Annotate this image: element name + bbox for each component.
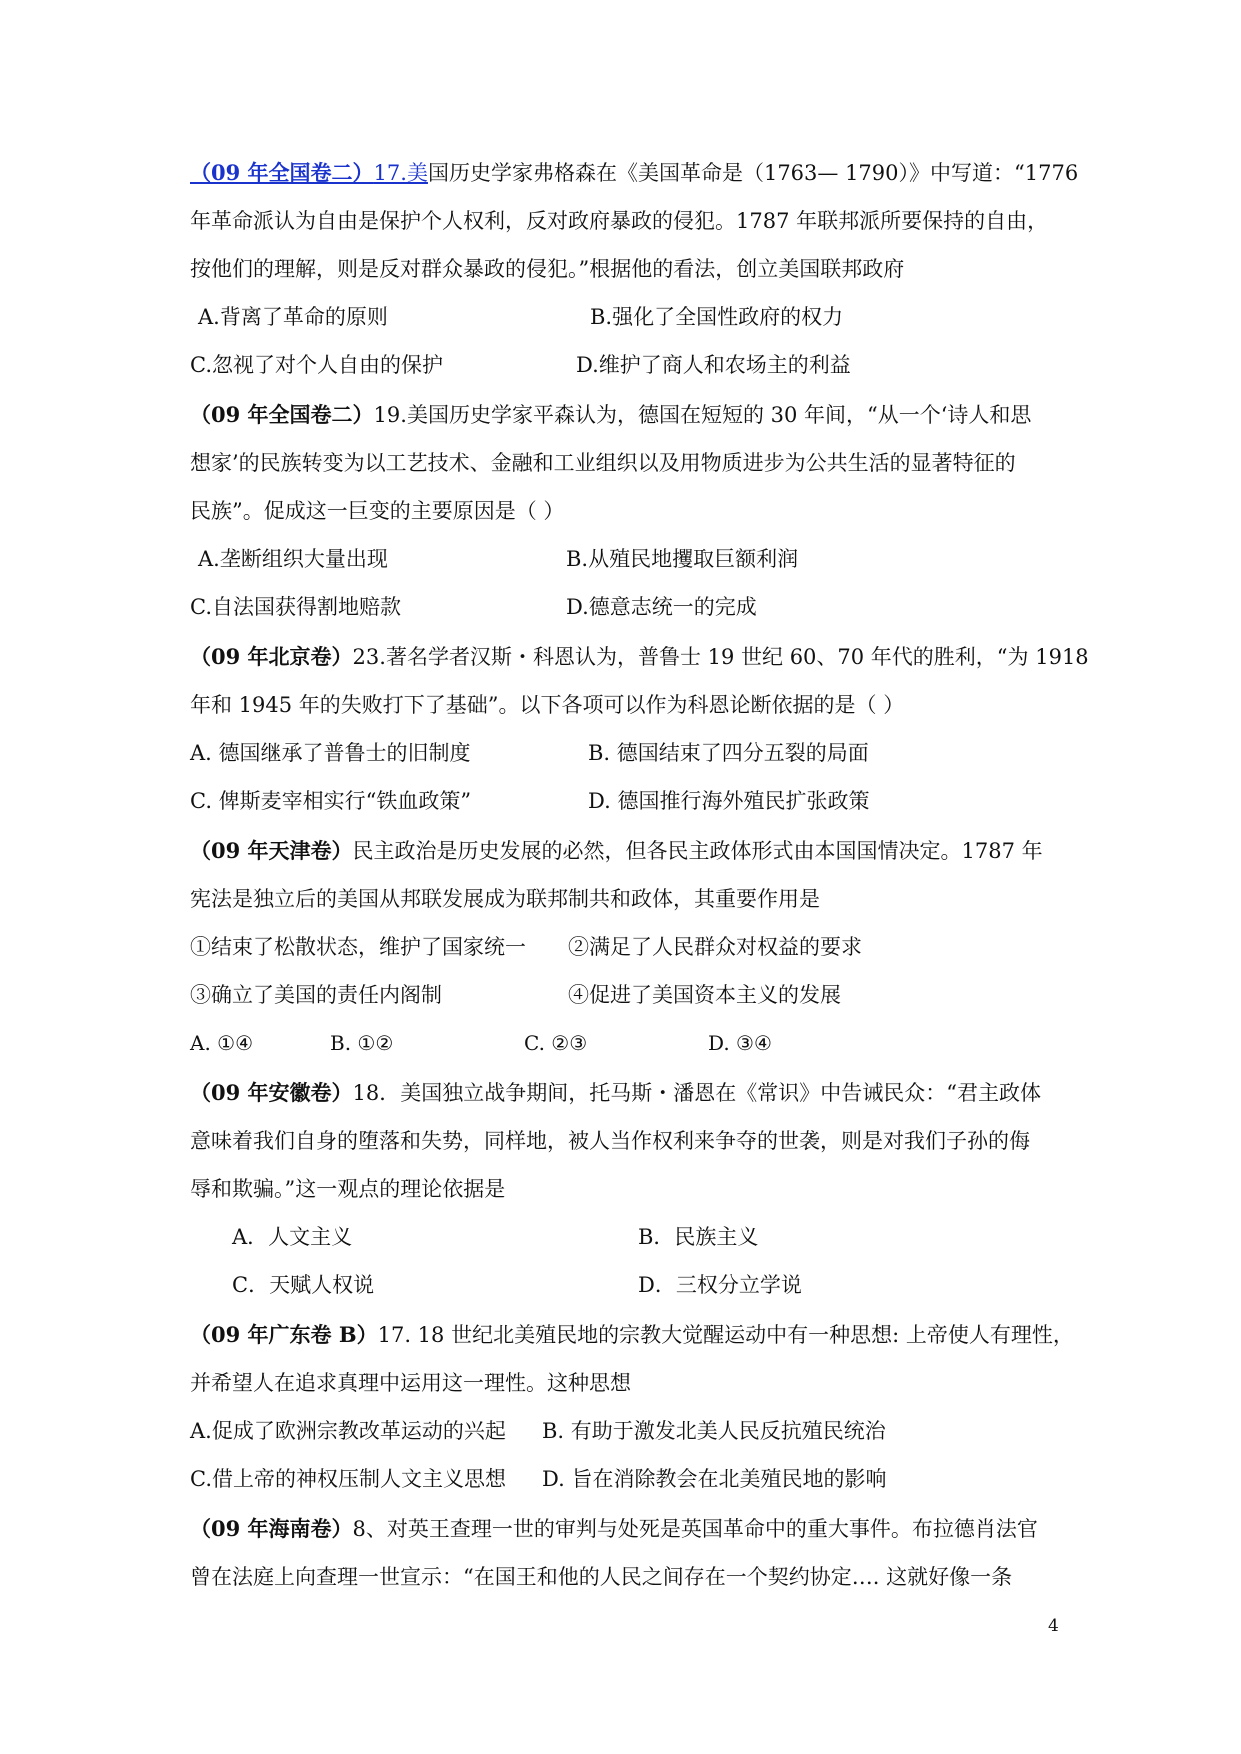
q4-option-d: D. ③④ [708,1031,772,1055]
q5-line-2: 意味着我们自身的堕落和失势，同样地，被人当作权利来争夺的世袭，则是对我们子孙的侮 [190,1129,1030,1153]
q1-line-2: 年革命派认为自由是保护个人权利，反对政府暴政的侵犯。1787 年联邦派所要保持的自由， [190,209,1049,233]
q5-option-a: A．人文主义 [232,1225,353,1249]
q4-item-4: ④促进了美国资本主义的发展 [568,983,841,1007]
q6-text-1: 17. 18 世纪北美殖民地的宗教大觉醒运动中有一种思想: 上帝使人有理性， [377,1323,1074,1347]
q4-line-1 [190,836,1060,866]
q3-option-a: A. 德国继承了普鲁士的旧制度 [190,741,471,765]
q5-text-1: 18．美国独立战争期间，托马斯・潘恩在《常识》中告诫民众：“君主政体 [352,1081,1042,1105]
q3-source: （09 年北京卷） [190,644,353,669]
q5-line-1 [190,1078,1060,1108]
q7-source: （09 年海南卷） [190,1516,353,1541]
q7-line-1 [190,1514,1060,1544]
q2-line-1 [190,400,1060,430]
q3-line-2: 年和 1945 年的失败打下了基础”。以下各项可以作为科恩论断依据的是（ ） [190,693,905,717]
q2-text-1: 19.美国历史学家平森认为，德国在短短的 30 年间，“从一个‘诗人和思 [373,403,1032,427]
q1-option-a: A.背离了革命的原则 [198,305,388,329]
q2-source: （09 年全国卷二） [190,402,374,427]
q1-text-1: 国历史学家弗格森在《美国革命是（1763— 1790）》中写道：“1776 [427,161,1079,185]
q2-option-a: A.垄断组织大量出现 [198,547,388,571]
q1-option-c: C.忽视了对个人自由的保护 [190,353,443,377]
q4-item-2: ②满足了人民群众对权益的要求 [568,935,862,959]
q5-source: （09 年安徽卷） [190,1080,353,1105]
q4-option-b: B. ①② [330,1031,394,1055]
q6-option-d: D. 旨在消除教会在北美殖民地的影响 [542,1467,887,1491]
q4-source: （09 年天津卷） [190,838,353,863]
q4-line-2: 宪法是独立后的美国从邦联发展成为联邦制共和政体，其重要作用是 [190,887,820,911]
q6-source: （09 年广东卷 B） [190,1322,378,1347]
q3-option-b: B. 德国结束了四分五裂的局面 [588,741,869,765]
q5-line-3: 辱和欺骗。”这一观点的理论依据是 [190,1177,506,1201]
q2-option-d: D.德意志统一的完成 [566,595,757,619]
q5-option-d: D．三权分立学说 [638,1273,802,1297]
q2-option-b: B.从殖民地攫取巨额利润 [566,547,799,571]
q2-line-2: 想家’的民族转变为以工艺技术、金融和工业组织以及用物质进步为公共生活的显著特征的 [190,451,1016,475]
q1-option-d: D.维护了商人和农场主的利益 [576,353,851,377]
q7-text-1: 8、对英王查理一世的审判与处死是英国革命中的重大事件。布拉德肖法官 [352,1517,1038,1541]
q3-line-1 [190,642,1089,672]
q6-line-1 [190,1320,1074,1350]
q5-option-b: B．民族主义 [638,1225,759,1249]
q2-option-c: C.自法国获得割地赔款 [190,595,401,619]
q1-option-b: B.强化了全国性政府的权力 [590,305,844,329]
q5-option-c: C．天赋人权说 [232,1273,375,1297]
q4-option-c: C. ②③ [524,1031,588,1055]
q4-text-1: 民主政治是历史发展的必然，但各民主政体形式由本国国情决定。1787 年 [352,839,1043,863]
q1-line-1 [190,158,1079,188]
q6-option-b: B. 有助于激发北美人民反抗殖民统治 [542,1419,886,1443]
q6-option-c: C.借上帝的神权压制人文主义思想 [190,1467,506,1491]
q3-option-c: C. 俾斯麦宰相实行“铁血政策” [190,789,472,813]
q1-line-3: 按他们的理解，则是反对群众暴政的侵犯。”根据他的看法，创立美国联邦政府 [190,257,905,281]
page-number: 4 [1048,1616,1059,1636]
q6-line-2: 并希望人在追求真理中运用这一理性。这种思想 [190,1371,631,1395]
q4-item-1: ①结束了松散状态，维护了国家统一 [190,935,526,959]
q6-option-a: A.促成了欧洲宗教改革运动的兴起 [190,1419,506,1443]
q7-line-2: 曾在法庭上向查理一世宣示：“在国王和他的人民之间存在一个契约协定…. 这就好像一条 [190,1565,1013,1589]
q2-line-3: 民族”。促成这一巨变的主要原因是（ ） [190,499,565,523]
q3-option-d: D. 德国推行海外殖民扩张政策 [588,789,870,813]
q4-item-3: ③确立了美国的责任内阁制 [190,983,442,1007]
q1-source-link[interactable]: （09 年全国卷二） [190,160,374,185]
q1-number-link[interactable]: 17.美 [373,161,428,185]
q4-option-a: A. ①④ [190,1031,254,1055]
q3-text-1: 23.著名学者汉斯・科恩认为，普鲁士 19 世纪 60、70 年代的胜利，“为 1918 [352,645,1089,669]
